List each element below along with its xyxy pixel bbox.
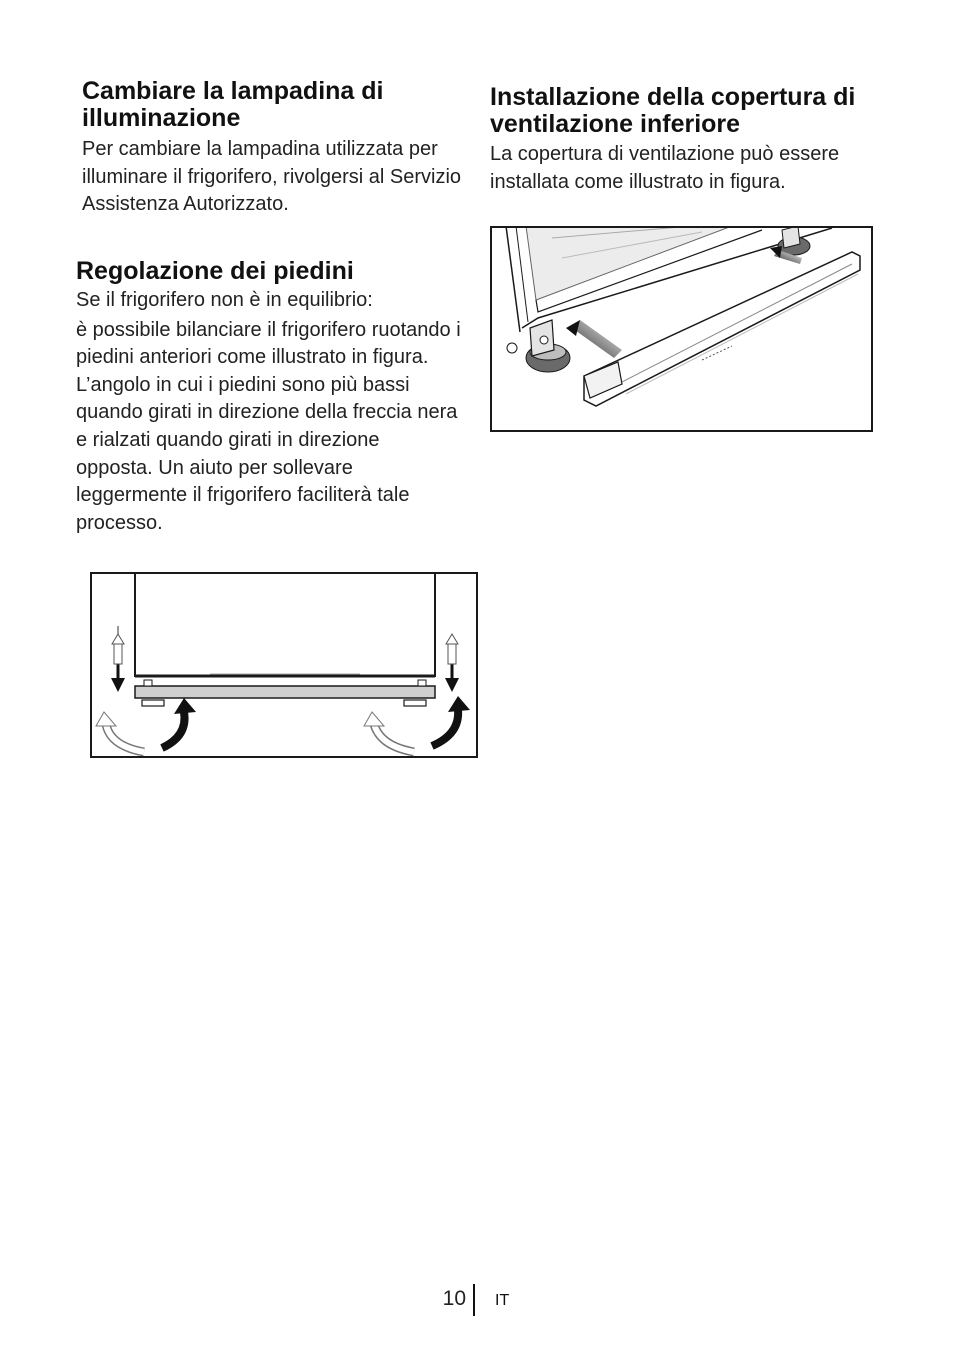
feet-intro: Se il frigorifero non è in equilibrio: (76, 289, 373, 311)
section-lamp (82, 78, 462, 219)
feet-heading: Regolazione dei piedini (76, 257, 354, 285)
section-feet (76, 258, 461, 537)
feet-text: è possibile bilanciare il frigorifero ruotando i piedini anteriori come illustrato in figura. L’angolo in cui i piedini sono più bassi quando girati in direzione della freccia nera e rialzati quando girati in direzione opposta. Un aiuto per sollevare leggermente il frigorifero faciliterà tale processo. (76, 318, 461, 534)
push-arrow-icon (566, 320, 622, 358)
section-vent-cover (490, 84, 890, 196)
page-footer (0, 1284, 954, 1318)
footer-divider (473, 1284, 475, 1316)
vent-cover-figure (490, 226, 873, 432)
up-down-arrow-icon (111, 626, 125, 692)
feet-adjustment-figure (90, 572, 478, 758)
page-number: 10 (442, 1287, 466, 1310)
up-down-arrow-icon (445, 634, 459, 692)
lamp-heading: Cambiare la lampadina di illuminazione (82, 77, 384, 132)
vent-cover-illustration (492, 228, 871, 430)
feet-adjustment-illustration (92, 574, 476, 756)
lamp-text: Per cambiare la lampadina utilizzata per illuminare il frigorifero, rivolgersi al Servizio Assistenza Autorizzato. (82, 138, 462, 216)
vent-text: La copertura di ventilazione può essere installata come illustrato in figura. (490, 143, 840, 193)
language-code: IT (495, 1292, 510, 1309)
vent-heading: Installazione della copertura di ventilazione inferiore (490, 83, 856, 138)
